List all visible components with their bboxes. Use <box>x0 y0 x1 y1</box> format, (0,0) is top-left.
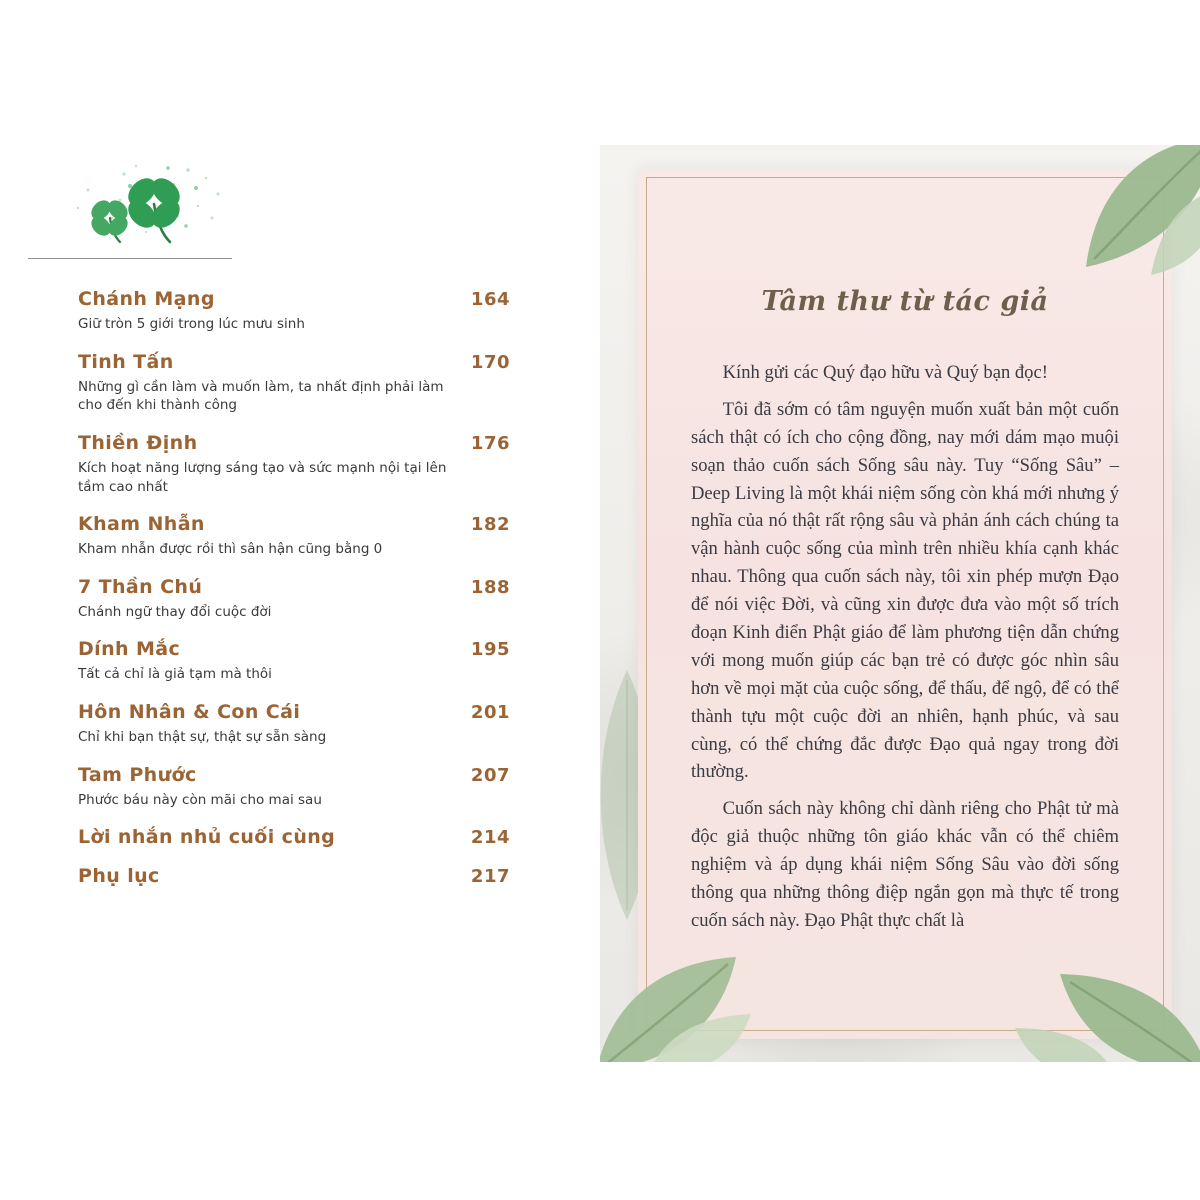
toc-entry-subtitle: Những gì cần làm và muốn làm, ta nhất định phải làm cho đến khi thành công <box>78 378 444 414</box>
toc-entry <box>78 576 510 622</box>
toc-entry-page-number: 207 <box>470 764 510 786</box>
toc-entry-title: Chánh Mạng <box>78 288 215 310</box>
toc-page <box>0 0 560 1200</box>
toc-entry-subtitle: Kích hoạt năng lượng sáng tạo và sức mạnh nội tại lên tầm cao nhất <box>78 459 447 495</box>
clover-ornament <box>28 160 232 259</box>
toc-entry-page-number: 182 <box>470 514 510 536</box>
toc-entry <box>78 865 510 887</box>
toc-entry-title: Lời nhắn nhủ cuối cùng <box>78 826 336 849</box>
toc-entry-title: Hôn Nhân & Con Cái <box>78 701 301 723</box>
toc-entry-title: Dính Mắc <box>78 638 181 661</box>
toc-entry-page-number: 164 <box>470 289 510 310</box>
toc-entry-subtitle: Tất cả chỉ là giả tạm mà thôi <box>78 666 272 683</box>
toc-entry-page-number: 217 <box>470 866 510 888</box>
toc-entry-page-number: 201 <box>470 702 510 723</box>
toc-entry-subtitle: Kham nhẫn được rồi thì sân hận cũng bằng 0 <box>78 541 383 558</box>
toc-entry-title: Tam Phước <box>78 763 197 786</box>
toc-entry-title: Kham Nhẫn <box>78 513 205 536</box>
toc-entry <box>78 764 510 810</box>
toc-entry-title: Thiền Định <box>78 431 198 454</box>
toc-entry-page-number: 188 <box>470 576 510 598</box>
toc-entry-subtitle: Giữ tròn 5 giới trong lúc mưu sinh <box>78 316 305 332</box>
toc-entry-page-number: 214 <box>470 827 510 849</box>
letter-paragraph: Kính gửi các Quý đạo hữu và Quý bạn đọc! <box>722 362 1048 383</box>
letter-body <box>647 359 1163 944</box>
toc-entry <box>78 351 510 415</box>
toc-entry-title: Tinh Tấn <box>78 350 174 373</box>
toc-entry-page-number: 170 <box>470 351 510 373</box>
letter-title: Tâm thư từ tác giả <box>761 286 1049 317</box>
letter-frame <box>646 177 1164 1031</box>
toc-entry <box>78 513 510 559</box>
toc-entry-title: Phụ lục <box>78 865 160 888</box>
toc-entry <box>78 638 510 684</box>
toc-entry-subtitle: Chỉ khi bạn thật sự, thật sự sẵn sàng <box>78 729 327 745</box>
letter-paragraph: Tôi đã sớm có tâm nguyện muốn xuất bản một cuốn sách thật có ích cho cộng đồng, nay mới dám mạo muội soạn thảo cuốn sách Sống sâu này. Tuy “Sống Sâu” – Deep Living là một khái niệm sống còn khá mới nhưng ý nghĩa của nó thật rất rộng sâu và phản ánh cách chúng ta vận hành cuộc sống của mình trên nhiều khía cạnh khác nhau. Thông qua cuốn sách này, tôi xin phép mượn Đạo để nói việc Đời, và cũng xin được đưa vào một số trích đoạn Kinh điển Phật giáo để làm phương tiện dẫn chứng với mong muốn giúp các bạn trẻ có được góc nhìn sâu hơn về mọi mặt của cuộc sống, để thấu, để ngộ, để có thể thành tựu một cuộc đời an nhiên, hạnh phúc, và sau cùng, có thể chứng đắc được Đạo quả ngay trong đời thường. <box>691 398 1119 783</box>
toc-entry <box>78 288 510 334</box>
toc-entry <box>78 432 510 496</box>
toc-list <box>78 288 510 904</box>
toc-entry-subtitle: Chánh ngữ thay đổi cuộc đời <box>78 603 272 620</box>
toc-entry-subtitle: Phước báu này còn mãi cho mai sau <box>78 791 322 808</box>
letter-panel <box>638 169 1172 1039</box>
clover-icon <box>28 160 232 252</box>
toc-entry <box>78 826 510 848</box>
letter-paragraph: Cuốn sách này không chỉ dành riêng cho Phật tử mà độc giả thuộc những tôn giáo khác vẫn có thể chiêm nghiệm và áp dụng khái niệm Sống Sâu vào đời sống thông qua những thông điệp ngắn gọn mà thực tế trong cuốn sách này. Đạo Phật thực chất là <box>691 798 1119 931</box>
toc-entry-title: 7 Thần Chú <box>78 575 203 598</box>
toc-entry-page-number: 176 <box>470 432 510 454</box>
toc-entry-page-number: 195 <box>470 639 510 661</box>
ornament-divider <box>28 258 232 259</box>
toc-entry <box>78 701 510 747</box>
letter-page <box>600 145 1200 1062</box>
